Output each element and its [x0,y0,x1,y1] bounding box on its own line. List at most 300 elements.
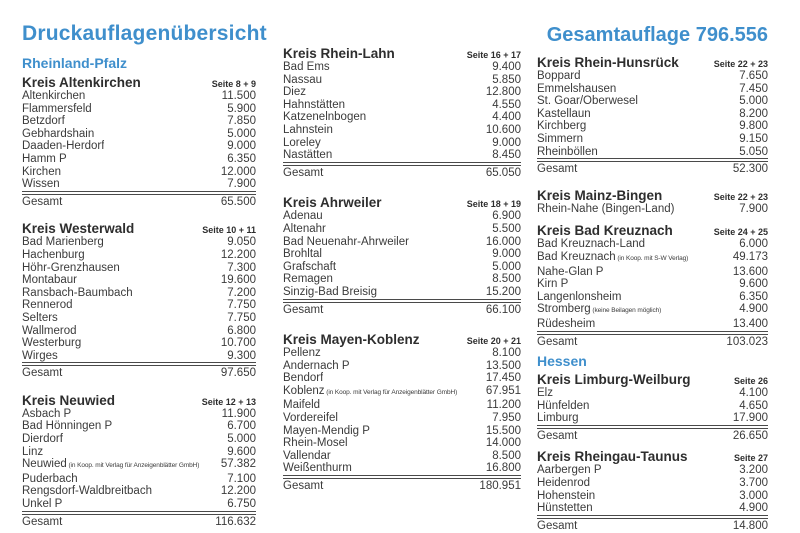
entry-value: 10.700 [220,337,256,350]
total-row [283,478,521,493]
table-row [537,251,768,266]
table-row [22,90,256,103]
total-value: 97.650 [220,367,256,380]
entry-value: 3.200 [739,464,768,477]
total-value: 103.023 [726,335,768,348]
entry-value: 17.900 [732,412,768,425]
total-label: Gesamt [22,367,63,380]
entry-value: 14.000 [485,437,521,450]
kreis-block [283,195,521,316]
table-row [283,99,521,112]
entry-label: Maifeld [283,399,321,412]
entry-value: 5.900 [227,102,256,115]
kreis-name: Kreis Rhein-Hunsrück [537,55,679,70]
entry-label: Sinzig-Bad Breisig [283,285,377,298]
entry-value: 19.600 [220,274,256,287]
entry-label: Bad Neuenahr-Ahrweiler [283,235,409,248]
entry-value: 4.900 [739,303,768,316]
table-row [537,278,768,291]
kreis-header [537,223,768,238]
entry-value: 13.500 [485,359,521,372]
entry-label: Hachenburg [22,248,85,261]
table-row [22,473,256,486]
table-row [537,120,768,133]
table-row [537,490,768,503]
entry-label: Altenkirchen [22,90,86,102]
kreis-name: Kreis Neuwied [22,392,116,408]
entry-value: 4.650 [739,399,768,412]
kreis-block [22,221,256,380]
entry-label: Selters [22,311,58,324]
table-row [22,262,256,275]
table-row [537,146,768,159]
entry-label: Lahnstein [283,123,333,136]
table-row [22,299,256,312]
entry-label: Daaden-Herdorf [22,140,105,153]
total-value: 14.800 [732,519,768,532]
table-row [283,124,521,137]
entry-value: 9.050 [227,236,256,249]
entry-label: Westerburg [22,337,82,350]
column-middle [283,46,521,493]
total-label: Gesamt [537,429,578,442]
total-label: Gesamt [537,335,578,348]
table-row [283,385,521,400]
entry-label: Nassau [283,73,322,86]
entry-value: 8.450 [492,149,521,162]
kreis-header [22,393,256,408]
entry-label: Pellenz [283,347,321,360]
entry-label: Mayen-Mendig P [283,424,370,437]
entry-label: Kirchberg [537,120,587,133]
entry-label: Gebhardshain [22,127,95,140]
entry-value: 10.600 [485,123,521,136]
entry-value: 7.450 [739,82,768,95]
entry-value: 15.200 [485,285,521,298]
entry-label: Bad Marienberg [22,236,104,249]
entry-value: 12.200 [220,485,256,498]
kreis-page-ref: Seite 12 + 13 [201,396,256,407]
entry-label: Betzdorf [22,115,65,128]
kreis-rows [537,387,768,426]
entry-value: 7.650 [739,70,768,82]
total-label: Gesamt [22,515,63,528]
kreis-page-ref: Seite 10 + 11 [202,225,256,236]
entry-value: 13.600 [732,265,768,278]
grand-total: Gesamtauflage 796.556 [546,24,768,46]
total-row [22,365,256,380]
kreis-page-ref: Seite 20 + 21 [466,336,521,347]
region-label: Rheinland-Pfalz [22,55,128,71]
table-row [22,420,256,433]
entry-value: 9.800 [739,120,768,133]
table-row [283,286,521,299]
entry-label: Bad Kreuznach (in Koop. mit S-W Verlag) [537,250,689,263]
region-label: Hessen [537,353,587,370]
kreis-block [537,449,768,532]
table-row [22,140,256,153]
entry-value: 4.400 [492,111,521,124]
kreis-name: Kreis Altenkirchen [22,75,141,90]
entry-value: 4.900 [739,502,768,515]
entry-label: Aarbergen P [537,464,602,477]
kreis-page-ref: Seite 8 + 9 [211,79,256,89]
kreis-page-ref: Seite 27 [733,453,768,464]
table-row [283,399,521,412]
entry-label: Katzenelnbogen [283,111,367,124]
entry-value: 3.000 [739,489,768,502]
entry-value: 6.000 [739,238,768,251]
kreis-name: Kreis Westerwald [22,221,135,237]
total-label: Gesamt [283,480,324,493]
entry-value: 11.200 [486,399,521,412]
entry-value: 12.800 [485,86,521,99]
entry-value: 16.800 [485,462,521,475]
kreis-name: Kreis Rheingau-Taunus [537,449,688,465]
entry-value: 8.200 [739,107,768,120]
entry-value: 9.400 [492,61,521,73]
kreis-block [537,55,768,176]
table-row [283,412,521,425]
entry-label: Unkel P [22,498,63,511]
entry-value: 9.000 [492,248,521,261]
entry-label: Vordereifel [283,412,338,425]
kreis-name: Kreis Mainz-Bingen [537,187,663,203]
entry-label: Rhein-Nahe (Bingen-Land) [537,202,675,215]
entry-value: 12.200 [220,248,256,261]
entry-value: 8.100 [492,347,521,360]
table-row [22,115,256,128]
entry-value: 11.900 [221,407,256,420]
entry-value: 6.350 [739,290,768,303]
entry-value: 9.600 [227,445,256,458]
table-row [537,83,768,96]
table-row [22,408,256,421]
total-row [537,161,768,176]
table-row [22,153,256,166]
entry-label: Bad Ems [283,61,330,73]
entry-value: 5.000 [492,260,521,273]
entry-value: 9.000 [227,140,256,153]
table-row [283,86,521,99]
table-row [22,446,256,459]
entry-value: 3.700 [739,477,768,490]
entry-label: Simmern [537,132,584,145]
entry-label: Grafschaft [283,260,337,273]
column-left [22,55,256,528]
kreis-header [22,75,256,90]
total-row [537,428,768,443]
entry-value: 5.050 [739,145,768,158]
entry-value: 7.100 [227,472,256,485]
entry-value: 9.600 [739,278,768,291]
kreis-rows [283,210,521,299]
total-row [537,518,768,533]
entry-value: 6.700 [227,420,256,433]
total-row [22,514,256,529]
entry-label: Linz [22,445,44,458]
total-value: 65.500 [220,195,256,208]
entry-label: Hohenstein [537,489,596,502]
entry-value: 4.100 [739,387,768,400]
entry-label: Brohltal [283,248,322,261]
entry-value: 17.450 [485,372,521,385]
entry-label: Höhr-Grenzhausen [22,261,120,274]
table-row [283,111,521,124]
kreis-page-ref: Seite 22 + 23 [713,191,768,202]
entry-label: Bendorf [283,372,324,385]
table-row [22,128,256,141]
table-row [283,223,521,236]
entry-label: Diez [283,86,307,99]
kreis-rows [537,464,768,515]
entry-note: (in Koop. mit Verlag für Anzeigenblätter GmbH) [66,462,200,470]
entry-value: 12.000 [220,165,256,178]
entry-label: Weißenthurm [283,462,352,475]
entry-label: Rheinböllen [537,145,598,158]
entry-value: 16.000 [485,235,521,248]
entry-label: Rengsdorf-Waldbreitbach [22,485,152,498]
entry-value: 15.500 [485,424,521,437]
table-row [283,248,521,261]
entry-label: Rhein-Mosel [283,437,348,450]
table-row [537,412,768,425]
kreis-block [537,372,768,442]
kreis-name: Kreis Mayen-Koblenz [283,332,420,348]
table-row [537,502,768,515]
kreis-rows [537,70,768,159]
entry-label: Kirn P [537,278,569,291]
total-value: 66.100 [485,303,521,316]
entry-value: 7.300 [227,261,256,274]
entry-label: Wissen [22,178,60,191]
table-row [537,477,768,490]
entry-label: Hünstetten [537,502,593,515]
entry-label: Stromberg (keine Beilagen möglich) [537,303,662,316]
entry-value: 11.500 [221,90,256,102]
table-row [283,462,521,475]
entry-label: Bad Hönningen P [22,420,113,433]
kreis-name: Kreis Ahrweiler [283,195,382,211]
entry-label: Flammersfeld [22,102,92,115]
entry-label: Loreley [283,136,321,149]
kreis-block [22,393,256,528]
entry-label: Dierdorf [22,433,63,446]
table-row [537,95,768,108]
entry-value: 7.950 [492,412,521,425]
table-row [283,450,521,463]
table-row [283,236,521,249]
entry-label: Emmelshausen [537,82,617,95]
entry-label: Montabaur [22,274,77,287]
entry-value: 9.150 [739,132,768,145]
kreis-page-ref: Seite 24 + 25 [713,227,768,238]
entry-value: 6.750 [227,498,256,511]
entry-label: Puderbach [22,472,78,485]
kreis-rows [22,408,256,512]
entry-value: 5.000 [227,127,256,140]
entry-label: Wirges [22,349,58,362]
table-row [537,318,768,331]
total-label: Gesamt [22,195,63,208]
table-row [22,485,256,498]
table-row [537,400,768,413]
kreis-header [537,449,768,464]
entry-value: 67.951 [485,384,521,397]
entry-label: Hamm P [22,152,67,165]
entry-value: 5.850 [492,73,521,86]
entry-label: Asbach P [22,407,72,420]
table-row [22,325,256,338]
entry-value: 9.300 [227,349,256,362]
table-row [283,74,521,87]
entry-value: 8.500 [492,273,521,286]
kreis-rows [283,347,521,476]
entry-value: 9.000 [492,136,521,149]
table-row [22,337,256,350]
entry-note: (keine Beilagen möglich) [590,307,662,315]
kreis-block [283,46,521,179]
entry-value: 6.900 [492,210,521,223]
entry-label: Ransbach-Baumbach [22,286,133,299]
kreis-rows [537,238,768,331]
table-row [537,133,768,146]
entry-label: Hünfelden [537,399,590,412]
entry-label: Boppard [537,70,581,82]
entry-note: (in Koop. mit S-W Verlag) [615,254,689,262]
total-value: 26.650 [732,429,768,442]
total-row [537,334,768,349]
total-label: Gesamt [283,303,324,316]
table-row [22,498,256,511]
kreis-block [283,332,521,493]
kreis-header [537,55,768,70]
entry-value: 13.400 [732,317,768,330]
entry-value: 6.800 [227,324,256,337]
entry-value: 7.900 [227,178,256,191]
total-row [22,194,256,209]
kreis-name: Kreis Limburg-Weilburg [537,372,691,388]
total-label: Gesamt [537,163,578,176]
table-row [22,287,256,300]
entry-value: 7.750 [227,311,256,324]
kreis-rows [283,61,521,163]
total-value: 65.050 [485,166,521,179]
table-row [22,166,256,179]
table-row [22,249,256,262]
entry-value: 6.350 [227,152,256,165]
total-row [283,302,521,317]
kreis-name: Kreis Bad Kreuznach [537,223,673,239]
column-right [537,55,768,532]
table-row [22,178,256,191]
entry-value: 5.500 [492,222,521,235]
table-row [283,149,521,162]
entry-label: Elz [537,387,553,400]
entry-value: 7.850 [227,115,256,128]
kreis-header [537,372,768,387]
table-row [537,291,768,304]
total-value: 52.300 [732,163,768,176]
kreis-page-ref: Seite 22 + 23 [713,59,768,69]
kreis-page-ref: Seite 26 [733,376,768,387]
entry-value: 49.173 [732,250,768,263]
entry-label: Adenau [283,210,323,223]
kreis-header [283,46,521,61]
table-row [537,108,768,121]
table-row [537,266,768,279]
kreis-header [22,221,256,236]
entry-label: Limburg [537,412,579,425]
table-row [283,437,521,450]
table-row [22,312,256,325]
total-row [283,165,521,180]
total-label: Gesamt [283,166,324,179]
entry-label: Kirchen [22,165,61,178]
total-value: 116.632 [215,515,256,528]
table-row [22,433,256,446]
kreis-name: Kreis Rhein-Lahn [283,46,395,61]
entry-label: Vallendar [283,449,331,462]
kreis-page-ref: Seite 18 + 19 [466,199,521,210]
entry-label: Kastellaun [537,107,591,120]
entry-value: 4.550 [492,98,521,111]
entry-label: Hahnstätten [283,98,346,111]
entry-label: Rüdesheim [537,317,596,330]
table-row [22,350,256,363]
entry-note: (in Koop. mit Verlag für Anzeigenblätter GmbH) [324,388,458,396]
kreis-header [283,195,521,210]
entry-label: Langenlonsheim [537,290,622,303]
entry-value: 7.200 [227,286,256,299]
page-title: Druckauflagenübersicht [22,22,267,45]
kreis-header [537,188,768,203]
kreis-header [283,332,521,347]
table-row [22,458,256,473]
entry-label: Wallmerod [22,324,77,337]
table-row [283,273,521,286]
table-row [537,303,768,318]
kreis-rows [22,236,256,363]
entry-value: 7.900 [739,202,768,215]
table-row [283,425,521,438]
entry-label: Nahe-Glan P [537,265,604,278]
kreis-page-ref: Seite 16 + 17 [466,50,521,60]
table-row [22,103,256,116]
entry-value: 8.500 [492,449,521,462]
table-row [283,261,521,274]
entry-label: St. Goar/Oberwesel [537,95,638,108]
entry-value: 5.000 [227,433,256,446]
table-row [22,274,256,287]
entry-label: Nastätten [283,149,333,162]
total-label: Gesamt [537,519,578,532]
kreis-block [537,188,768,216]
entry-label: Neuwied (in Koop. mit Verlag für Anzeigenblätter GmbH) [22,458,200,471]
entry-label: Andernach P [283,359,350,372]
kreis-rows [22,90,256,192]
total-value: 180.951 [479,480,521,493]
entry-label: Remagen [283,273,333,286]
table-row [283,372,521,385]
entry-label: Rennerod [22,299,73,312]
entry-value: 57.382 [220,458,256,471]
entry-label: Heidenrod [537,477,591,490]
table-row [283,137,521,150]
table-row [283,360,521,373]
entry-value: 5.000 [739,95,768,108]
entry-label: Bad Kreuznach-Land [537,238,646,251]
